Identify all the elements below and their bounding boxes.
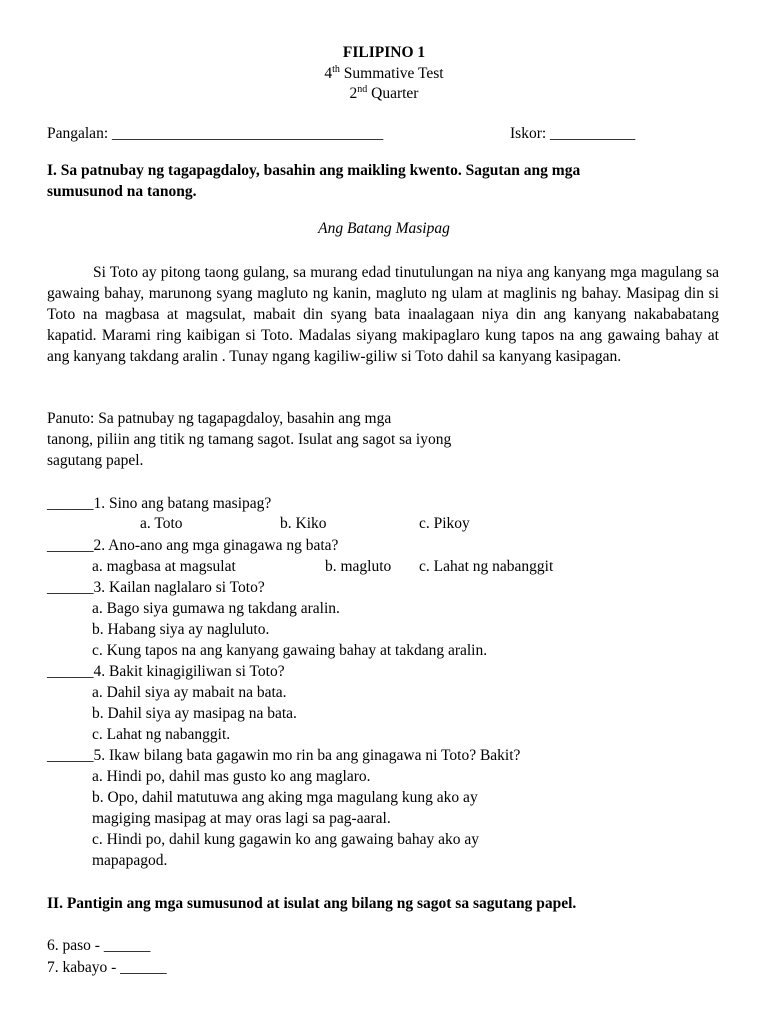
- q3-choice-c: c. Kung tapos na ang kanyang gawaing bahay at takdang aralin.: [92, 642, 488, 659]
- question-5: ______5. Ikaw bilang bata gagawin mo rin ba ang ginagawa ni Toto? Bakit?: [47, 747, 521, 764]
- question-1: ______1. Sino ang batang masipag?: [47, 495, 272, 512]
- score-field: Iskor: ___________: [510, 125, 636, 142]
- test-title: [0, 64, 768, 84]
- quarter-ordinal: nd: [357, 83, 368, 95]
- q2-choice-a: a. magbasa at magsulat: [92, 558, 236, 575]
- q5-choice-a: a. Hindi po, dahil mas gusto ko ang maglaro.: [92, 768, 371, 785]
- quarter-number: 2: [349, 85, 358, 102]
- question-4: ______4. Bakit kinagigiliwan si Toto?: [47, 663, 285, 680]
- quarter-label: Quarter: [367, 85, 419, 102]
- part1-instruction-line2: sumusunod na tanong.: [47, 183, 197, 200]
- test-number: 4: [324, 65, 333, 82]
- q4-choice-b: b. Dahil siya ay masipag na bata.: [92, 705, 297, 722]
- part1-instruction-line1: I. Sa patnubay ng tagapagdaloy, basahin ang maikling kwento. Sagutan ang mga: [47, 162, 581, 179]
- q4-choice-c: c. Lahat ng nabanggit.: [92, 726, 231, 743]
- question-3: ______3. Kailan naglalaro si Toto?: [47, 579, 265, 596]
- part2-item-7: 7. kabayo - ______: [47, 959, 167, 976]
- q5-choice-b-line1: b. Opo, dahil matutuwa ang aking mga magulang kung ako ay: [92, 789, 478, 806]
- q1-choice-c: c. Pikoy: [419, 515, 470, 532]
- test-label: Summative Test: [339, 65, 444, 82]
- q5-choice-c-line2: mapapagod.: [92, 852, 168, 869]
- q3-choice-b: b. Habang siya ay nagluluto.: [92, 621, 270, 638]
- story-title: Ang Batang Masipag: [318, 220, 450, 237]
- story-text: Si Toto ay pitong taong gulang, sa murang edad tinutulungan na niya ang kanyang mga magulang sa gawaing bahay, marunong syang magluto ng kanin, magluto ng ulam at maglinis ng bahay. Masipag din si Toto na magbasa at magsulat, mabait din syang bata inaalagaan niya din ang kanyang nakababatang kapatid. Marami ring kaibigan si Toto. Madalas siyang makipaglaro kung tapos na ang gawaing bahay at ang kanyang takdang aralin . Tunay ngang kagiliw-giliw si Toto dahil sa kanyang kasipagan.: [47, 264, 719, 365]
- name-field: Pangalan: ___________________________________: [47, 125, 384, 142]
- story-paragraph: [47, 262, 719, 367]
- part2-item-6: 6. paso - ______: [47, 937, 151, 954]
- q2-choice-b: b. magluto: [325, 558, 392, 575]
- test-ordinal: th: [332, 63, 340, 75]
- part2-instruction: II. Pantigin ang mga sumusunod at isulat ang bilang ng sagot sa sagutang papel.: [47, 895, 577, 912]
- question-2: ______2. Ano-ano ang mga ginagawa ng bata?: [47, 537, 339, 554]
- q5-choice-b-line2: magiging masipag at may oras lagi sa pag-aaral.: [92, 810, 391, 827]
- q1-choice-a: a. Toto: [140, 515, 183, 532]
- panuto-line2: tanong, piliin ang titik ng tamang sagot. Isulat ang sagot sa iyong: [47, 431, 452, 448]
- panuto-line3: sagutang papel.: [47, 452, 144, 469]
- q3-choice-a: a. Bago siya gumawa ng takdang aralin.: [92, 600, 340, 617]
- q1-choice-b: b. Kiko: [280, 515, 327, 532]
- subject-title: FILIPINO 1: [342, 44, 426, 61]
- quarter-title: [0, 84, 768, 104]
- panuto-line1: Panuto: Sa patnubay ng tagapagdaloy, basahin ang mga: [47, 410, 392, 427]
- q2-choice-c: c. Lahat ng nabanggit: [419, 558, 554, 575]
- q5-choice-c-line1: c. Hindi po, dahil kung gagawin ko ang gawaing bahay ako ay: [92, 831, 479, 848]
- q4-choice-a: a. Dahil siya ay mabait na bata.: [92, 684, 287, 701]
